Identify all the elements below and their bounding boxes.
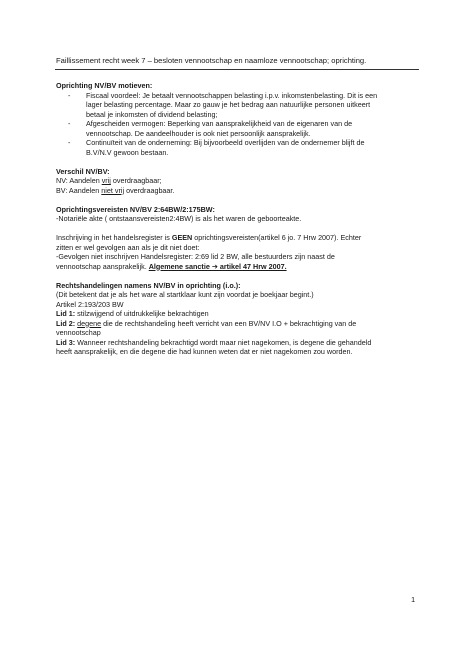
- reg-prefix: Inschrijving in het handelsregister is: [56, 233, 172, 242]
- title-underline: [55, 69, 419, 70]
- nv-suffix: overdraagbaar;: [110, 176, 162, 185]
- lid-1-line: [56, 309, 418, 319]
- akte-line: -Notariële akte ( ontstaansvereisten2:4BW) is als het waren de geboorteakte.: [56, 214, 302, 223]
- sanctie-line: [56, 262, 418, 272]
- text-line: zitten er wel gevolgen aan als je dit niet doet:: [56, 242, 200, 252]
- bullet-afgescheiden-vermogen: [56, 119, 418, 138]
- text-line: vennootschap. De aandeelhouder is ook niet persoonlijk aansprakelijk.: [86, 128, 311, 138]
- lid-3-text: Wanneer rechtshandeling bekrachtigd wordt maar niet nagekomen, is degene die gehandeld: [75, 337, 372, 347]
- lid-1-text: stilzwijgend of uitdrukkelijke bekrachtigen: [75, 309, 209, 318]
- dash-marker: -: [68, 119, 71, 128]
- bullet-continuiteit: [56, 138, 418, 157]
- lid-3-label: Lid 3:: [56, 337, 76, 347]
- text-line: heeft aansprakelijk, en die degene die had kunnen weten dat er niet nagekomen zou worden.: [56, 347, 353, 356]
- dash-marker: -: [68, 90, 71, 100]
- reg-bold: GEEN: [171, 233, 193, 242]
- lid-3-line: [56, 338, 418, 348]
- lid-1-label: Lid 1:: [56, 309, 76, 318]
- gevolgen-line: -Gevolgen niet inschrijven Handelsregister: 2:69 lid 2 BW, alle bestuurders zijn naast de: [56, 252, 335, 261]
- nv-prefix: NV: Aandelen: [56, 176, 102, 185]
- bv-underlined: niet vrij: [101, 185, 125, 195]
- text-line: Continuïteit van de onderneming: Bij bijvoorbeeld overlijden van de ondernemer blijft de: [86, 138, 365, 147]
- page-number: 1: [411, 595, 416, 604]
- bv-suffix: overdraagbaar.: [124, 185, 175, 195]
- document-body: [56, 81, 418, 357]
- bullet-fiscaal-voordeel: [56, 91, 418, 120]
- lid-2-line: [56, 319, 418, 329]
- section-heading-motieven: Oprichting NV/BV motieven:: [56, 81, 153, 90]
- algemene-sanctie: Algemene sanctie ➔ artikel 47 Hrw 2007.: [148, 261, 287, 271]
- lid-2-underlined: degene: [77, 318, 102, 328]
- handelsregister-line: [56, 233, 418, 243]
- text-line: Afgescheiden vermogen: Beperking van aansprakelijkheid van de eigenaren van de: [86, 119, 353, 128]
- artikel-line: Artikel 2:193/203 BW: [56, 299, 124, 309]
- bv-line: [56, 186, 418, 196]
- section-heading-rechtshandelingen: Rechtshandelingen namens NV/BV in oprichting (i.o.):: [56, 280, 241, 290]
- bv-prefix: BV: Aandelen: [56, 185, 102, 195]
- document-title: Faillissement recht week 7 – besloten vennootschap en naamloze vennootschap; oprichting.: [56, 56, 367, 65]
- text-line: Fiscaal voordeel: Je betaalt vennootschappen belasting i.p.v. inkomstenbelasting. Dit is een: [86, 90, 378, 100]
- nv-line: [56, 176, 418, 186]
- lid-2-text: die de rechtshandeling heeft verricht van een BV/NV I.O + bekrachtiging van de: [101, 318, 357, 328]
- text-line: B.V/N.V gewoon bestaan.: [86, 147, 169, 157]
- nv-underlined: vrij: [101, 176, 111, 185]
- sanctie-prefix: vennootschap aansprakelijk.: [56, 261, 149, 271]
- text-line: (Dit betekent dat je als het ware al startklaar kunt zijn voordat je boekjaar begint.): [56, 290, 314, 299]
- text-line: lager belasting percentage. Maar zo gauw je het bedrag aan natuurlijke personen uitkeert: [86, 100, 371, 109]
- text-line: betaal je inkomsten of dividend belasting;: [86, 109, 218, 119]
- text-line: vennootschap: [56, 328, 101, 337]
- lid-2-label: Lid 2:: [56, 318, 76, 328]
- section-heading-oprichtingsvereisten: Oprichtingsvereisten NV/BV 2:64BW/2:175BW:: [56, 204, 215, 214]
- reg-suffix: oprichtingsvereisten(artikel 6 jo. 7 Hrw 2007). Echter: [192, 233, 362, 242]
- section-heading-verschil: Verschil NV/BV:: [56, 166, 110, 176]
- dash-marker: -: [68, 138, 71, 147]
